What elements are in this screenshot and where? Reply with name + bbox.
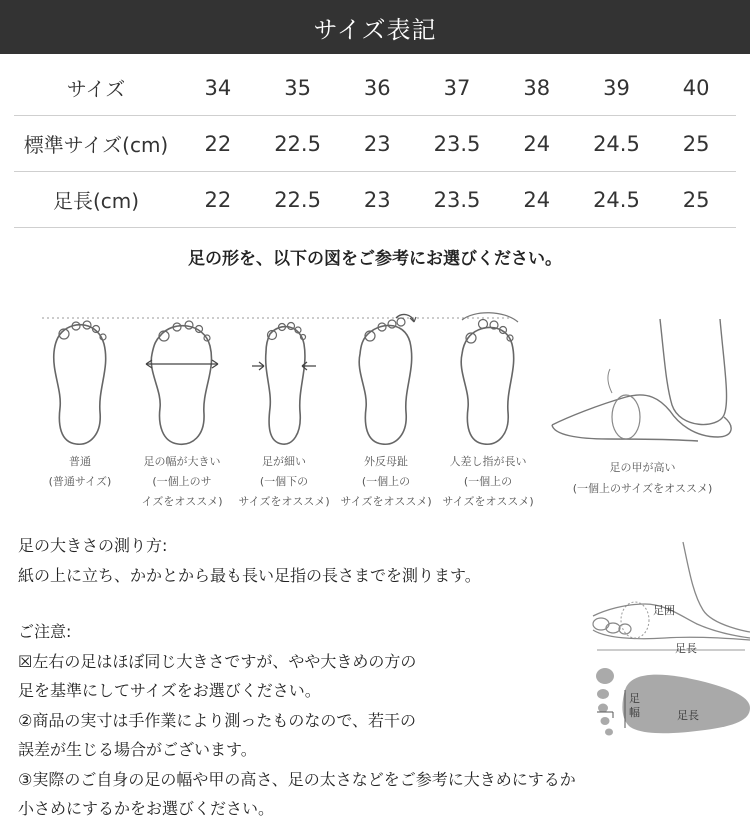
table-cell: 34 [204,75,232,100]
table-row-standard-size [14,116,736,172]
high-arch-foot-icon [548,315,738,455]
foot-type-wide [132,300,232,520]
table-cell: 39 [603,75,630,100]
foot-caption [24,452,136,492]
caption-line: 普通 [69,455,91,468]
high-arch-illustration [540,315,745,505]
caption-line: (一個上の [463,475,513,488]
table-cell: 23.5 [433,131,481,156]
table-cell: 23 [363,187,391,212]
foot-caption [126,452,238,512]
foot-wide-icon [142,312,222,452]
table-cell: 37 [443,75,471,100]
note-line: ☒左右の足はほぼ同じ大きさですが、やや大きめの方の [18,651,417,671]
row-label: サイズ [66,77,126,101]
caption-line: サイズをオススメ) [340,495,432,508]
row-label: 標準サイズ(cm) [23,133,169,157]
caption-line: (一個上のサ [152,475,212,488]
table-cell: 24 [523,187,551,212]
foot-caption [330,452,442,512]
foot-measurement-icon [585,540,750,750]
measure-text: 紙の上に立ち、かかとから最も長い足指の長さまでを測ります。 [18,566,481,585]
caption-line: 足の幅が大きい [143,455,221,468]
table-cell: 23 [363,131,391,156]
length-label-bottom: 足長 [677,709,699,722]
table-cell: 22 [204,187,232,212]
measurement-diagram [585,540,750,750]
table-cell: 25 [682,131,710,156]
caption-line: (一個下の [259,475,309,488]
page-title: サイズ表記 [313,15,437,44]
foot-type-normal [30,300,130,520]
row-label: 足長(cm) [52,189,140,213]
caption-line: (一個上の [361,475,411,488]
foot-bunion-icon [346,312,426,452]
notes-title: ご注意: [18,622,72,641]
table-cell: 22.5 [274,187,321,212]
girth-label: 足囲 [653,604,675,617]
foot-shape-intro: 足の形を、以下の図をご参考にお選びください。 [188,249,562,269]
table-cell: 22.5 [274,131,321,156]
note-line: ③実際のご自身の足の幅や甲の高さ、足の太さなどをご参考に大きめにするか [18,769,576,789]
table-cell: 22 [204,131,232,156]
foot-caption [432,452,544,512]
caption-line: サイズをオススメ) [238,495,330,508]
caption-line: 足の甲が高い [609,461,676,474]
foot-type-long-second-toe [438,300,538,520]
table-row-size [14,60,736,116]
table-cell: 40 [682,75,710,100]
table-cell: 38 [523,75,551,100]
caption-line: イズをオススメ) [141,495,223,508]
caption-line: (普通サイズ) [48,475,112,488]
measure-title: 足の大きさの測り方: [18,536,168,555]
page-header [0,0,750,54]
caption-line: 外反母趾 [364,455,408,468]
measurement-instructions [18,531,598,591]
foot-caption [228,452,340,512]
size-table [14,60,736,228]
note-line: 誤差が生じる場合がございます。 [18,740,257,759]
table-cell: 24 [523,131,551,156]
table-cell: 25 [682,187,710,212]
caption-line: サイズをオススメ) [442,495,534,508]
caption-line: 人差し指が長い [449,455,527,468]
table-row-foot-length [14,172,736,228]
table-cell: 36 [363,75,391,100]
foot-narrow-icon [244,312,324,452]
caption-line: (一個上のサイズをオススメ) [572,482,713,495]
table-cell: 35 [284,75,311,100]
table-cell: 23.5 [433,187,481,212]
foot-type-bunion [336,300,436,520]
foot-type-narrow [234,300,334,520]
length-label-top: 足長 [675,642,697,655]
note-line: ②商品の実寸は手作業により測ったものなので、若干の [18,710,417,730]
caption-line: 足が細い [262,455,306,468]
note-line: 足を基準にしてサイズをお選びください。 [18,681,321,700]
foot-long-toe-icon [448,312,528,452]
arch-caption [540,457,745,499]
table-cell: 24.5 [593,131,640,156]
table-cell: 24.5 [593,187,640,212]
foot-normal-icon [40,312,120,452]
note-line: 小さめにするかをお選びください。 [18,799,275,818]
foot-type-illustrations [30,300,534,520]
width-label: 足幅 [629,692,640,719]
